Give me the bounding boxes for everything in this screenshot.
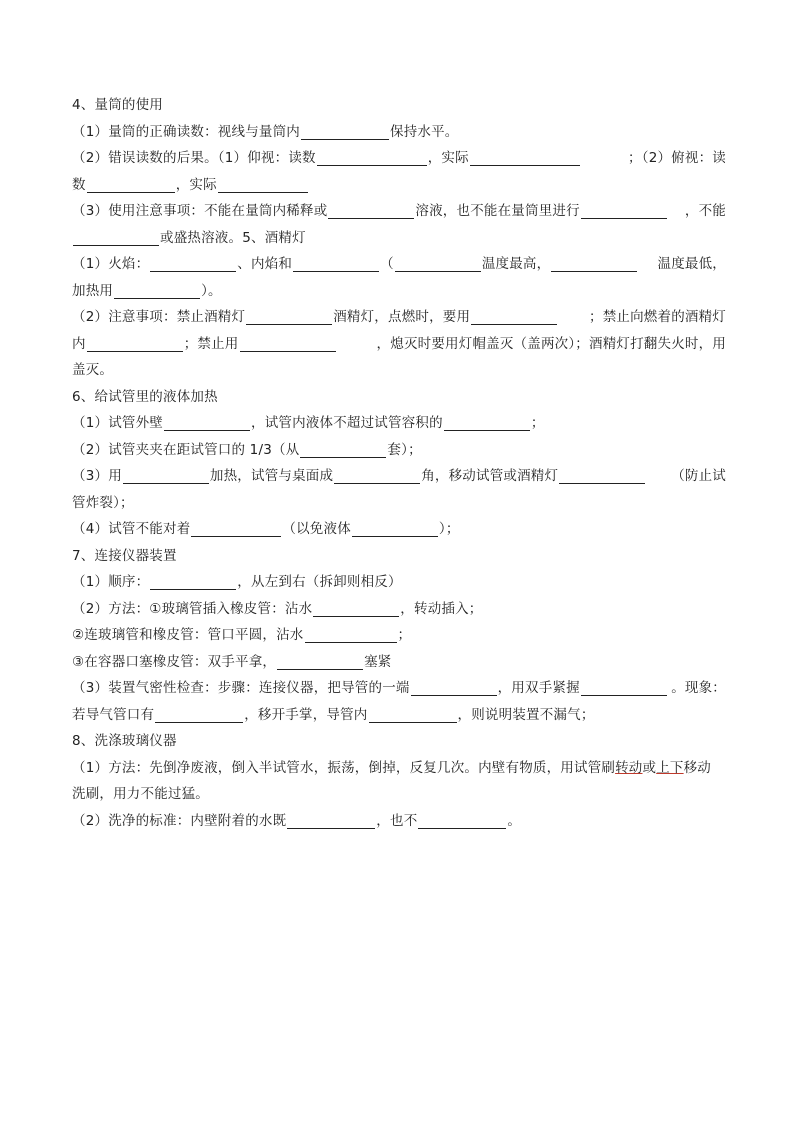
line-text: （1）方法：先倒净废液，倒入半试管水，振荡，倒掉，反复几次。内壁有物质，用试管刷 <box>72 759 616 776</box>
line-text: 内 <box>72 335 86 352</box>
answer-blank[interactable] <box>246 306 332 325</box>
line-text: 或 <box>642 759 657 776</box>
worksheet-page <box>72 92 726 834</box>
answer-blank[interactable] <box>218 174 308 193</box>
line-text: ，熄灭时要用灯帽盖灭（盖两次）；酒精灯打翻失火时，用 <box>376 335 726 352</box>
line-text: 酒精灯，点燃时，要用 <box>333 309 471 325</box>
question-line <box>72 569 726 596</box>
line-text: 溶液，也不能在量筒里进行 <box>415 203 580 219</box>
line-text: 加热，试管与桌面成 <box>209 468 334 484</box>
line-text: 。现象： <box>671 680 726 696</box>
question-line <box>72 225 726 252</box>
line-text: ，实际 <box>427 150 469 166</box>
underlined-text: 上下 <box>656 759 684 776</box>
line-text: 角，移动试管或酒精灯 <box>421 468 559 484</box>
question-line <box>72 808 726 835</box>
line-text: （2）方法：①玻璃管插入橡皮管：沾水 <box>72 600 313 617</box>
answer-blank[interactable] <box>581 200 667 219</box>
line-text: 、内焰和 <box>237 256 293 272</box>
line-text: 保持水平。 <box>390 123 459 140</box>
line-text: ；禁止用 <box>183 335 239 352</box>
answer-blank[interactable] <box>155 704 243 723</box>
line-text: （1）试管外壁 <box>72 415 163 431</box>
line-text: （防止试 <box>671 468 726 484</box>
line-text: （1）火焰： <box>72 256 150 272</box>
question-line <box>72 357 726 384</box>
line-text: （2）错误读数的后果。（1）仰视：读数 <box>72 150 316 166</box>
line-text: （2）试管夹夹在距试管口的 1/3（从 <box>72 441 300 458</box>
question-line <box>72 755 726 782</box>
question-line <box>72 622 726 649</box>
line-text: （1）顺序： <box>72 574 150 590</box>
answer-blank[interactable] <box>418 810 506 829</box>
line-text: ，不能 <box>684 203 726 219</box>
answer-blank[interactable] <box>471 306 557 325</box>
section-heading <box>72 384 726 411</box>
line-text: 或盛热溶液。5、酒精灯 <box>160 229 306 246</box>
question-line <box>72 490 726 517</box>
line-text: （3）装置气密性检查：步骤：连接仪器，把导管的一端 <box>72 680 410 696</box>
answer-blank[interactable] <box>551 253 637 272</box>
line-text: ，实际 <box>175 176 217 193</box>
question-line <box>72 278 726 305</box>
answer-blank[interactable] <box>411 677 497 696</box>
answer-blank[interactable] <box>328 200 414 219</box>
line-text: 数 <box>72 176 86 193</box>
line-text: ；（2）俯视：读 <box>628 150 726 166</box>
question-line <box>72 437 726 464</box>
question-line <box>72 463 726 490</box>
question-line <box>72 172 726 199</box>
line-text: ，也不 <box>376 812 418 829</box>
section-title: 8、洗涤玻璃仪器 <box>72 733 177 749</box>
line-text: ，从左到右（拆卸则相反） <box>237 574 402 590</box>
section-heading <box>72 92 726 119</box>
line-text: （2）洗净的标准：内壁附着的水既 <box>72 812 287 829</box>
answer-blank[interactable] <box>123 465 209 484</box>
line-text: 盖灭。 <box>72 362 114 378</box>
line-text: ； <box>397 627 412 643</box>
line-text: 移动 <box>683 759 712 776</box>
answer-blank[interactable] <box>300 439 386 458</box>
answer-blank[interactable] <box>444 412 530 431</box>
answer-blank[interactable] <box>114 280 200 299</box>
line-text: 管炸裂）； <box>72 494 134 511</box>
answer-blank[interactable] <box>352 518 438 537</box>
line-text: 洗刷，用力不能过猛。 <box>72 786 209 802</box>
line-text: 若导气管口有 <box>72 706 155 723</box>
answer-blank[interactable] <box>334 465 420 484</box>
line-text: （以免液体 <box>282 521 351 537</box>
section-title: 6、给试管里的液体加热 <box>72 388 218 405</box>
answer-blank[interactable] <box>559 465 645 484</box>
line-text: 。 <box>507 812 522 829</box>
question-line <box>72 198 726 225</box>
line-text: ，试管内液体不超过试管容积的 <box>251 415 443 431</box>
answer-blank[interactable] <box>301 121 389 140</box>
line-text: ，移开手掌，导管内 <box>244 706 368 723</box>
question-line <box>72 596 726 623</box>
line-text: （2）注意事项：禁止酒精灯 <box>72 309 246 325</box>
answer-blank[interactable] <box>395 253 481 272</box>
line-text: （1）量筒的正确读数：视线与量筒内 <box>72 123 300 140</box>
line-text: ②连玻璃管和橡皮管：管口平圆，沾水 <box>72 627 304 643</box>
line-text: （3）用 <box>72 468 122 484</box>
underlined-text: 转动 <box>615 759 643 776</box>
answer-blank[interactable] <box>87 333 183 352</box>
line-text: ③在容器口塞橡皮管：双手平拿， <box>72 653 277 670</box>
line-text: ，用双手紧握 <box>497 680 580 696</box>
line-text: （3）使用注意事项：不能在量筒内稀释或 <box>72 203 328 219</box>
answer-blank[interactable] <box>73 227 159 246</box>
question-line <box>72 331 726 358</box>
answer-blank[interactable] <box>191 518 281 537</box>
answer-blank[interactable] <box>287 810 375 829</box>
answer-blank[interactable] <box>240 333 336 352</box>
question-line <box>72 649 726 676</box>
answer-blank[interactable] <box>470 147 580 166</box>
section-title: 7、连接仪器装置 <box>72 547 177 564</box>
line-text: ，转动插入； <box>400 600 483 617</box>
question-line <box>72 516 726 543</box>
line-text: 温度最低， <box>657 256 726 272</box>
line-text: 加热用 <box>72 282 114 299</box>
answer-blank[interactable] <box>305 624 397 643</box>
line-text: （ <box>380 256 394 272</box>
section-heading <box>72 543 726 570</box>
line-text: （4）试管不能对着 <box>72 521 191 537</box>
question-line <box>72 145 726 172</box>
question-line <box>72 781 726 808</box>
answer-blank[interactable] <box>581 677 667 696</box>
question-line <box>72 251 726 278</box>
question-line <box>72 675 726 702</box>
line-text: 套）； <box>387 441 422 458</box>
line-text: 温度最高， <box>481 256 551 272</box>
line-text: ； <box>530 415 545 431</box>
answer-blank[interactable] <box>293 253 379 272</box>
line-text: 塞紧 <box>364 653 392 670</box>
answer-blank[interactable] <box>313 598 399 617</box>
answer-blank[interactable] <box>150 571 236 590</box>
section-heading <box>72 728 726 755</box>
line-text: ，则说明装置不漏气； <box>457 706 595 723</box>
question-line <box>72 119 726 146</box>
answer-blank[interactable] <box>369 704 457 723</box>
line-text: ）； <box>438 521 460 537</box>
line-text: ）。 <box>201 282 222 299</box>
answer-blank[interactable] <box>277 651 363 670</box>
question-line <box>72 410 726 437</box>
answer-blank[interactable] <box>317 147 427 166</box>
answer-blank[interactable] <box>150 253 236 272</box>
question-line <box>72 702 726 729</box>
section-title: 4、量筒的使用 <box>72 97 163 113</box>
line-text: ；禁止向燃着的酒精灯 <box>589 309 726 325</box>
answer-blank[interactable] <box>87 174 175 193</box>
answer-blank[interactable] <box>164 412 250 431</box>
question-line <box>72 304 726 331</box>
